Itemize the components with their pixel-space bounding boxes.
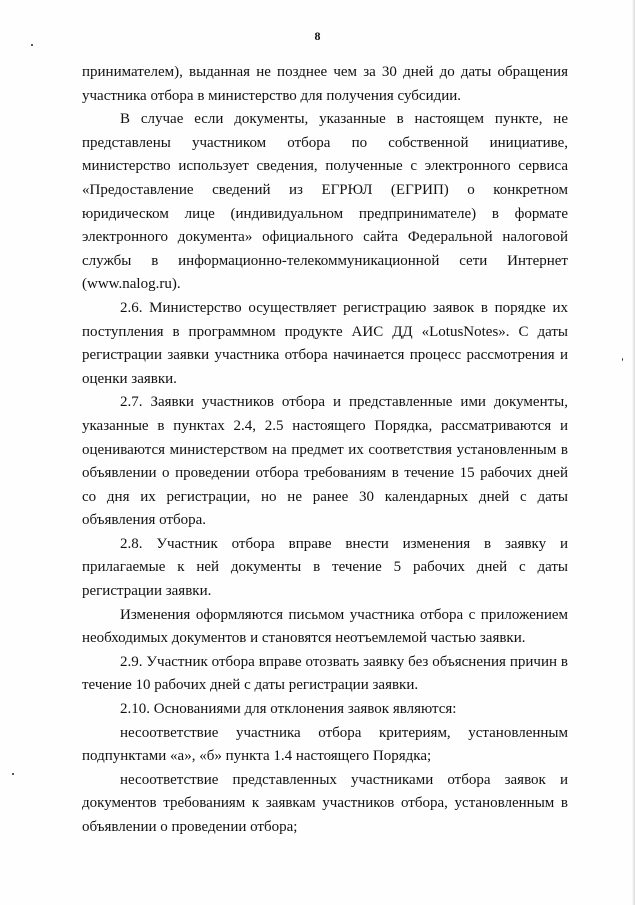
paragraph-egrul-info: В случае если документы, указанные в настоящем пункте, не представлены участником отбора по собственной инициативе, министерство использует сведения, полученные с электронного сервиса «Предоставление сведений из ЕГРЮЛ (ЕГРИП) о конкретном юридическом лице (индивидуальном предпринимателе) в формате электронного документа» официального сайта Федеральной налоговой службы в информационно-телекоммуникационной сети Интернет (www.nalog.ru).	[82, 111, 568, 293]
scan-speck	[622, 358, 623, 361]
paragraph-changes: Изменения оформляются письмом участника отбора с приложением необходимых документов и становятся неотъемлемой частью заявки.	[82, 606, 568, 647]
page-number: 8	[314, 29, 321, 43]
paragraph-2-10: 2.10. Основаниями для отклонения заявок являются:	[120, 701, 457, 718]
scan-speck	[31, 44, 33, 46]
paragraph-2-7: 2.7. Заявки участников отбора и представленные ими документы, указанные в пунктах 2.4, 2.5 настоящего Порядка, рассматриваются и оцениваются министерством на предмет их соответствия установленным в объявлении о проведении отбора требованиям в течение 15 рабочих дней со дня их регистрации, но не ранее 30 календарных дней с даты объявления отбора.	[82, 394, 568, 529]
paragraph-2-9: 2.9. Участник отбора вправе отозвать заявку без объяснения причин в течение 10 рабочих дней с даты регистрации заявки.	[82, 653, 568, 694]
scan-speck	[12, 773, 14, 775]
paragraph-2-8: 2.8. Участник отбора вправе внести изменения в заявку и прилагаемые к ней документы в течение 5 рабочих дней с даты регистрации заявки.	[82, 535, 568, 600]
document-body	[82, 61, 568, 840]
paragraph-documents-mismatch: несоответствие представленных участниками отбора заявок и документов требованиям к заявкам участников отбора, установленным в объявлении о проведении отбора;	[82, 771, 568, 835]
paragraph-2-6: 2.6. Министерство осуществляет регистрацию заявок в порядке их поступления в программном продукте АИС ДД «LotusNotes». С даты регистрации заявки участника отбора начинается процесс рассмотрения и оценки заявки.	[82, 299, 568, 387]
paragraph-criteria-mismatch: несоответствие участника отбора критериям, установленным подпунктами «а», «б» пункта 1.4 настоящего Порядка;	[82, 724, 568, 765]
paragraph-continuation: принимателем), выданная не позднее чем за 30 дней до даты обращения участника отбора в министерство для получения субсидии.	[82, 64, 568, 104]
